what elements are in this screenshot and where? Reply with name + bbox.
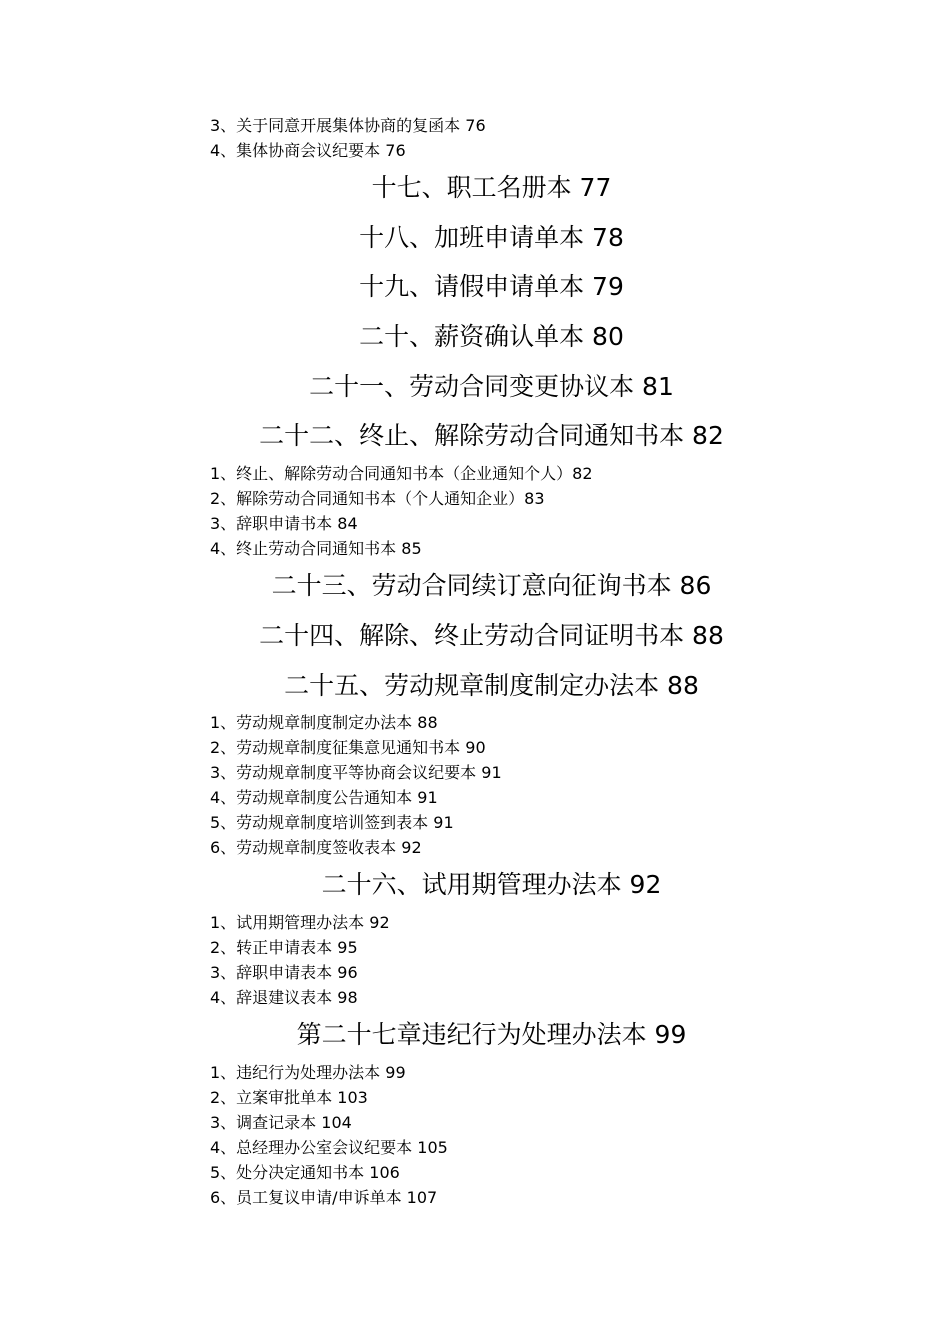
toc-heading[interactable]: 二十二、终止、解除劳动合同通知书本 82 xyxy=(259,421,724,451)
toc-item[interactable]: 2、立案审批单本 103 xyxy=(210,1087,368,1107)
toc-item[interactable]: 4、辞退建议表本 98 xyxy=(210,987,358,1007)
toc-item[interactable]: 6、员工复议申请/申诉单本 107 xyxy=(210,1187,438,1207)
toc-heading[interactable]: 第二十七章违纪行为处理办法本 99 xyxy=(296,1019,687,1049)
toc-item[interactable]: 1、劳动规章制度制定办法本 88 xyxy=(210,713,438,733)
toc-page xyxy=(0,113,950,1210)
toc-heading[interactable]: 二十六、试用期管理办法本 92 xyxy=(321,870,662,900)
toc-heading[interactable]: 二十五、劳动规章制度制定办法本 88 xyxy=(284,670,699,700)
toc-item[interactable]: 4、劳动规章制度公告通知本 91 xyxy=(210,788,438,808)
toc-item[interactable]: 2、劳动规章制度征集意见通知书本 90 xyxy=(210,738,486,758)
toc-heading[interactable]: 十八、加班申请单本 78 xyxy=(359,222,624,252)
toc-item[interactable]: 2、解除劳动合同通知书本（个人通知企业）83 xyxy=(210,489,545,509)
toc-item[interactable]: 3、辞职申请书本 84 xyxy=(210,514,358,534)
toc-item[interactable]: 4、终止劳动合同通知书本 85 xyxy=(210,539,422,559)
toc-heading[interactable]: 十九、请假申请单本 79 xyxy=(359,272,624,302)
toc-item[interactable]: 5、劳动规章制度培训签到表本 91 xyxy=(210,813,454,833)
toc-item[interactable]: 1、终止、解除劳动合同通知书本（企业通知个人）82 xyxy=(210,464,593,484)
toc-heading[interactable]: 二十四、解除、终止劳动合同证明书本 88 xyxy=(259,620,724,650)
toc-item[interactable]: 3、劳动规章制度平等协商会议纪要本 91 xyxy=(210,763,502,783)
toc-item[interactable]: 3、关于同意开展集体协商的复函本 76 xyxy=(210,116,486,135)
toc-item[interactable]: 3、调查记录本 104 xyxy=(210,1112,352,1132)
toc-item[interactable]: 2、转正申请表本 95 xyxy=(210,937,358,957)
toc-item[interactable]: 5、处分决定通知书本 106 xyxy=(210,1162,400,1182)
toc-heading[interactable]: 十七、职工名册本 77 xyxy=(371,173,612,202)
toc-item[interactable]: 1、试用期管理办法本 92 xyxy=(210,912,390,932)
toc-item[interactable]: 4、总经理办公室会议纪要本 105 xyxy=(210,1137,448,1157)
toc-item[interactable]: 3、辞职申请表本 96 xyxy=(210,962,358,982)
toc-item[interactable]: 1、违纪行为处理办法本 99 xyxy=(210,1062,406,1082)
toc-heading[interactable]: 二十一、劳动合同变更协议本 81 xyxy=(309,371,674,401)
toc-heading[interactable]: 二十、薪资确认单本 80 xyxy=(359,322,624,352)
toc-heading[interactable]: 二十三、劳动合同续订意向征询书本 86 xyxy=(271,571,712,601)
toc-item[interactable]: 4、集体协商会议纪要本 76 xyxy=(210,141,406,160)
toc-item[interactable]: 6、劳动规章制度签收表本 92 xyxy=(210,838,422,858)
